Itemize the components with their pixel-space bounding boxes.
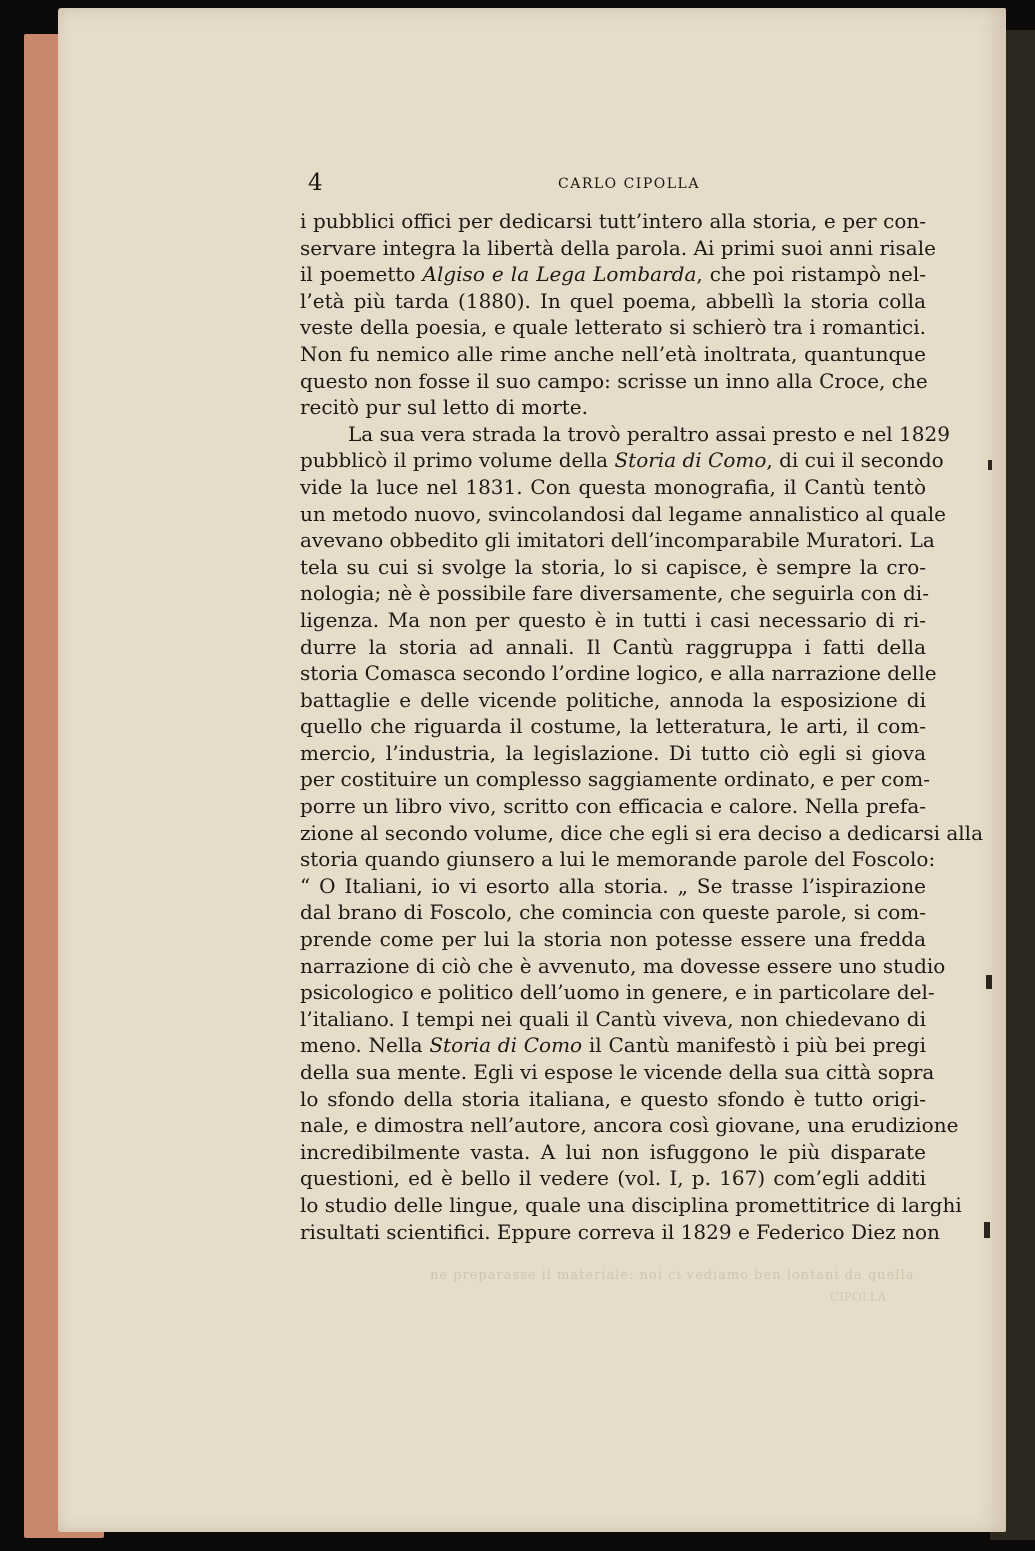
text-line bbox=[300, 740, 926, 767]
text-segment: vide la luce nel 1831. Con questa monografia, il Cantù tentò bbox=[300, 474, 926, 499]
text-line bbox=[300, 314, 926, 341]
margin-mark bbox=[988, 460, 992, 470]
text-segment: l’età più tarda (1880). In quel poema, abbellì la storia colla bbox=[300, 288, 926, 313]
text-line bbox=[300, 1165, 926, 1192]
text-line bbox=[300, 1059, 935, 1086]
italic-title: Storia di Como bbox=[614, 448, 767, 473]
bleed-through-signature: CIPOLLA bbox=[830, 1290, 887, 1304]
text-segment: questioni, ed è bello il vedere (vol. I, p. 167) com’egli additi bbox=[300, 1166, 926, 1191]
text-line bbox=[300, 1139, 926, 1166]
text-segment: della sua mente. Egli vi espose le vicende della sua città sopra bbox=[300, 1060, 935, 1084]
bleed-through-text: ne preparasse il materiale: noi ci vediamo ben lontani da quella bbox=[430, 1268, 915, 1283]
text-line bbox=[300, 1192, 962, 1219]
text-line bbox=[300, 634, 926, 661]
text-line bbox=[300, 474, 926, 501]
text-line bbox=[300, 341, 926, 368]
text-segment: Non fu nemico alle rime anche nell’età inoltrata, quantunque bbox=[300, 341, 926, 366]
text-line bbox=[300, 208, 926, 235]
body-text bbox=[300, 208, 983, 1245]
page-number: 4 bbox=[308, 170, 323, 196]
text-line bbox=[300, 394, 926, 421]
text-segment: La sua vera strada la trovò peraltro assai presto e nel 1829 bbox=[348, 421, 950, 446]
text-segment: avevano obbedito gli imitatori dell’incomparabile Muratori. La bbox=[300, 528, 935, 553]
text-segment: durre la storia ad annali. Il Cantù raggruppa i fatti della bbox=[300, 634, 926, 659]
text-line bbox=[300, 899, 926, 926]
text-segment: prende come per lui la storia non potesse essere una fredda bbox=[300, 927, 926, 952]
text-segment: un metodo nuovo, svincolandosi dal legame annalistico al quale bbox=[300, 501, 947, 526]
text-segment: storia quando giunsero a lui le memorande parole del Foscolo: bbox=[300, 847, 936, 872]
text-segment: i pubblici offici per dedicarsi tutt’intero alla storia, e per con- bbox=[300, 209, 926, 233]
text-segment: servare integra la libertà della parola. Ai primi suoi anni risale bbox=[300, 235, 936, 260]
text-line bbox=[300, 1112, 959, 1139]
text-line bbox=[300, 1006, 926, 1033]
text-segment: lo studio delle lingue, quale una disciplina promettitrice di larghi bbox=[300, 1192, 962, 1217]
text-segment: veste della poesia, e quale letterato si schierò tra i romantici. bbox=[300, 315, 926, 340]
text-segment: tela su cui si svolge la storia, lo si capisce, è sempre la cro- bbox=[300, 554, 926, 579]
text-segment: ligenza. Ma non per questo è in tutti i casi necessario di ri- bbox=[300, 607, 926, 632]
text-segment: narrazione di ciò che è avvenuto, ma dovesse essere uno studio bbox=[300, 953, 946, 978]
text-segment: battaglie e delle vicende politiche, annoda la esposizione di bbox=[300, 687, 926, 712]
text-line bbox=[300, 288, 926, 315]
text-line bbox=[300, 235, 936, 262]
text-line bbox=[300, 873, 926, 900]
text-segment: dal brano di Foscolo, che comincia con queste parole, si com- bbox=[300, 900, 926, 925]
text-line bbox=[300, 261, 926, 288]
text-line bbox=[300, 979, 935, 1006]
text-line bbox=[300, 846, 936, 873]
text-segment: mercio, l’industria, la legislazione. Di tutto ciò egli si giova bbox=[300, 740, 926, 765]
text-segment: zione al secondo volume, dice che egli si era deciso a dedicarsi alla bbox=[300, 820, 983, 845]
text-segment: storia Comasca secondo l’ordine logico, e alla narrazione delle bbox=[300, 661, 937, 686]
text-segment: psicologico e politico dell’uomo in genere, e in particolare del- bbox=[300, 980, 935, 1005]
text-line bbox=[300, 953, 946, 980]
text-line bbox=[300, 554, 926, 581]
text-line bbox=[300, 501, 947, 528]
text-line bbox=[300, 926, 926, 953]
text-line bbox=[300, 766, 930, 793]
text-segment: lo sfondo della storia italiana, e questo sfondo è tutto origi- bbox=[300, 1086, 926, 1111]
text-segment: nologia; nè è possibile fare diversamente, che seguirla con di- bbox=[300, 581, 929, 606]
running-header bbox=[308, 170, 928, 200]
text-segment: pubblicò il primo volume della bbox=[300, 448, 615, 473]
text-segment: quello che riguarda il costume, la letteratura, le arti, il com- bbox=[300, 714, 926, 739]
italic-title: Storia di Como bbox=[429, 1033, 583, 1058]
text-segment: l’italiano. I tempi nei quali il Cantù viveva, non chiedevano di bbox=[300, 1006, 926, 1031]
margin-mark bbox=[986, 975, 992, 989]
text-segment: , che poi ristampò nel- bbox=[696, 262, 926, 287]
running-title: CARLO CIPOLLA bbox=[558, 176, 700, 192]
text-segment: il Cantù manifestò i più bei pregi bbox=[582, 1033, 926, 1058]
text-segment: incredibilmente vasta. A lui non isfuggono le più disparate bbox=[300, 1139, 926, 1164]
text-segment: questo non fosse il suo campo: scrisse un inno alla Croce, che bbox=[300, 368, 928, 393]
text-line bbox=[300, 1219, 940, 1246]
margin-mark bbox=[984, 1222, 990, 1238]
text-line bbox=[300, 447, 944, 474]
text-segment: nale, e dimostra nell’autore, ancora così giovane, una erudizione bbox=[300, 1113, 959, 1138]
text-line bbox=[300, 527, 935, 554]
text-segment: , di cui il secondo bbox=[766, 448, 944, 473]
text-line bbox=[300, 820, 983, 847]
text-segment: risultati scientifici. Eppure correva il 1829 e Federico Diez non bbox=[300, 1219, 940, 1244]
text-line bbox=[300, 1086, 926, 1113]
text-segment: per costituire un complesso saggiamente ordinato, e per com- bbox=[300, 767, 930, 792]
text-segment: recitò pur sul letto di morte. bbox=[300, 395, 588, 420]
text-line bbox=[300, 713, 926, 740]
text-line bbox=[300, 687, 926, 714]
text-line bbox=[300, 368, 926, 395]
text-line bbox=[300, 607, 926, 634]
text-line bbox=[300, 793, 926, 820]
text-segment: porre un libro vivo, scritto con efficacia e calore. Nella prefa- bbox=[300, 794, 926, 819]
text-segment: il poemetto bbox=[300, 262, 423, 287]
text-segment: meno. Nella bbox=[300, 1033, 430, 1058]
text-line bbox=[300, 580, 929, 607]
text-line bbox=[300, 421, 950, 448]
text-line bbox=[300, 660, 937, 687]
italic-title: Algiso e la Lega Lombarda bbox=[422, 262, 697, 287]
text-segment: “ O Italiani, io vi esorto alla storia. „ Se trasse l’ispirazione bbox=[300, 873, 926, 898]
text-line bbox=[300, 1032, 926, 1059]
